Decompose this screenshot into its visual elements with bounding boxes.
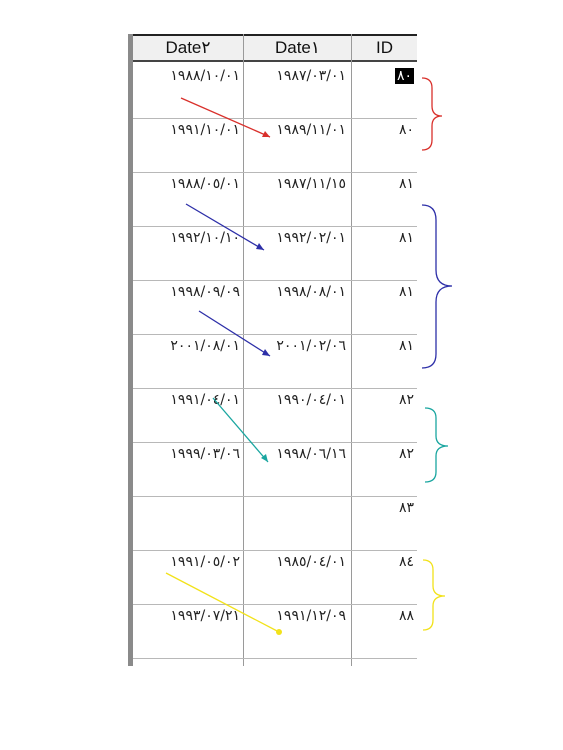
column-header-date2-label: Date٢ xyxy=(165,38,211,57)
cell-id[interactable]: ٨١ xyxy=(398,284,414,300)
blue-arrow-line xyxy=(199,311,270,356)
cell-date1[interactable]: ١٩٨٥/٠٤/٠١ xyxy=(276,554,346,570)
yellow-arrow-line xyxy=(166,573,279,632)
cell-date2[interactable]: ١٩٩١/٠٥/٠٢ xyxy=(170,554,240,570)
selected-cell-text: ٨٠ xyxy=(396,68,412,84)
cell-date1[interactable]: ١٩٨٩/١١/٠١ xyxy=(276,122,346,138)
cell-date2[interactable]: ١٩٨٨/١٠/٠١ xyxy=(170,68,240,84)
blue-group-brace xyxy=(422,205,452,368)
cell-date2[interactable]: ١٩٩١/١٠/٠١ xyxy=(170,122,240,138)
teal-group-brace xyxy=(425,408,448,482)
cell-date2[interactable]: ١٩٩٩/٠٣/٠٦ xyxy=(170,446,240,462)
cell-date2[interactable]: ١٩٩٢/١٠/١٠ xyxy=(170,230,240,246)
red-group-brace xyxy=(422,78,442,150)
yellow-group-brace xyxy=(423,560,445,630)
yellow-arrow-dot xyxy=(276,629,282,635)
blue-arrowhead xyxy=(262,349,270,356)
cell-date1[interactable]: ١٩٩٨/٠٦/١٦ xyxy=(276,446,346,462)
cell-date2[interactable]: ١٩٩٣/٠٧/٢١ xyxy=(170,608,240,624)
column-header-id-label: ID xyxy=(376,38,393,57)
cell-date2[interactable]: ١٩٨٨/٠٥/٠١ xyxy=(170,176,240,192)
cell-date1[interactable]: ١٩٩١/١٢/٠٩ xyxy=(276,608,346,624)
cell-date1[interactable]: ١٩٨٧/٠٣/٠١ xyxy=(276,68,346,84)
cell-id[interactable]: ٨٠ xyxy=(398,122,414,138)
cell-date1[interactable]: ١٩٩٨/٠٨/٠١ xyxy=(276,284,346,300)
cell-date1[interactable]: ١٩٨٧/١١/١٥ xyxy=(276,176,346,192)
cell-date2[interactable]: ٢٠٠١/٠٨/٠١ xyxy=(170,338,240,354)
cell-id[interactable]: ٨١ xyxy=(398,176,414,192)
cell-id[interactable]: ٨٤ xyxy=(398,554,414,570)
cell-date2[interactable]: ١٩٩١/٠٤/٠١ xyxy=(170,392,240,408)
cell-id[interactable]: ٨٢ xyxy=(398,446,414,462)
blue-arrow-line xyxy=(186,204,264,250)
red-arrow-line xyxy=(181,98,270,137)
cell-date1[interactable]: ١٩٩٠/٠٤/٠١ xyxy=(276,392,346,408)
cell-id[interactable]: ٨١ xyxy=(398,230,414,246)
cell-id[interactable]: ٨١ xyxy=(398,338,414,354)
cell-date1[interactable]: ٢٠٠١/٠٢/٠٦ xyxy=(276,338,346,354)
cell-date2[interactable]: ١٩٩٨/٠٩/٠٩ xyxy=(170,284,240,300)
cell-date1[interactable]: ١٩٩٢/٠٢/٠١ xyxy=(276,230,346,246)
cell-id[interactable]: ٨٣ xyxy=(398,500,414,516)
column-header-date1-label: Date١ xyxy=(274,38,321,57)
cell-id[interactable]: ٨٨ xyxy=(398,608,414,624)
teal-arrow-line xyxy=(213,398,268,462)
cell-id[interactable]: ٨٢ xyxy=(398,392,414,408)
